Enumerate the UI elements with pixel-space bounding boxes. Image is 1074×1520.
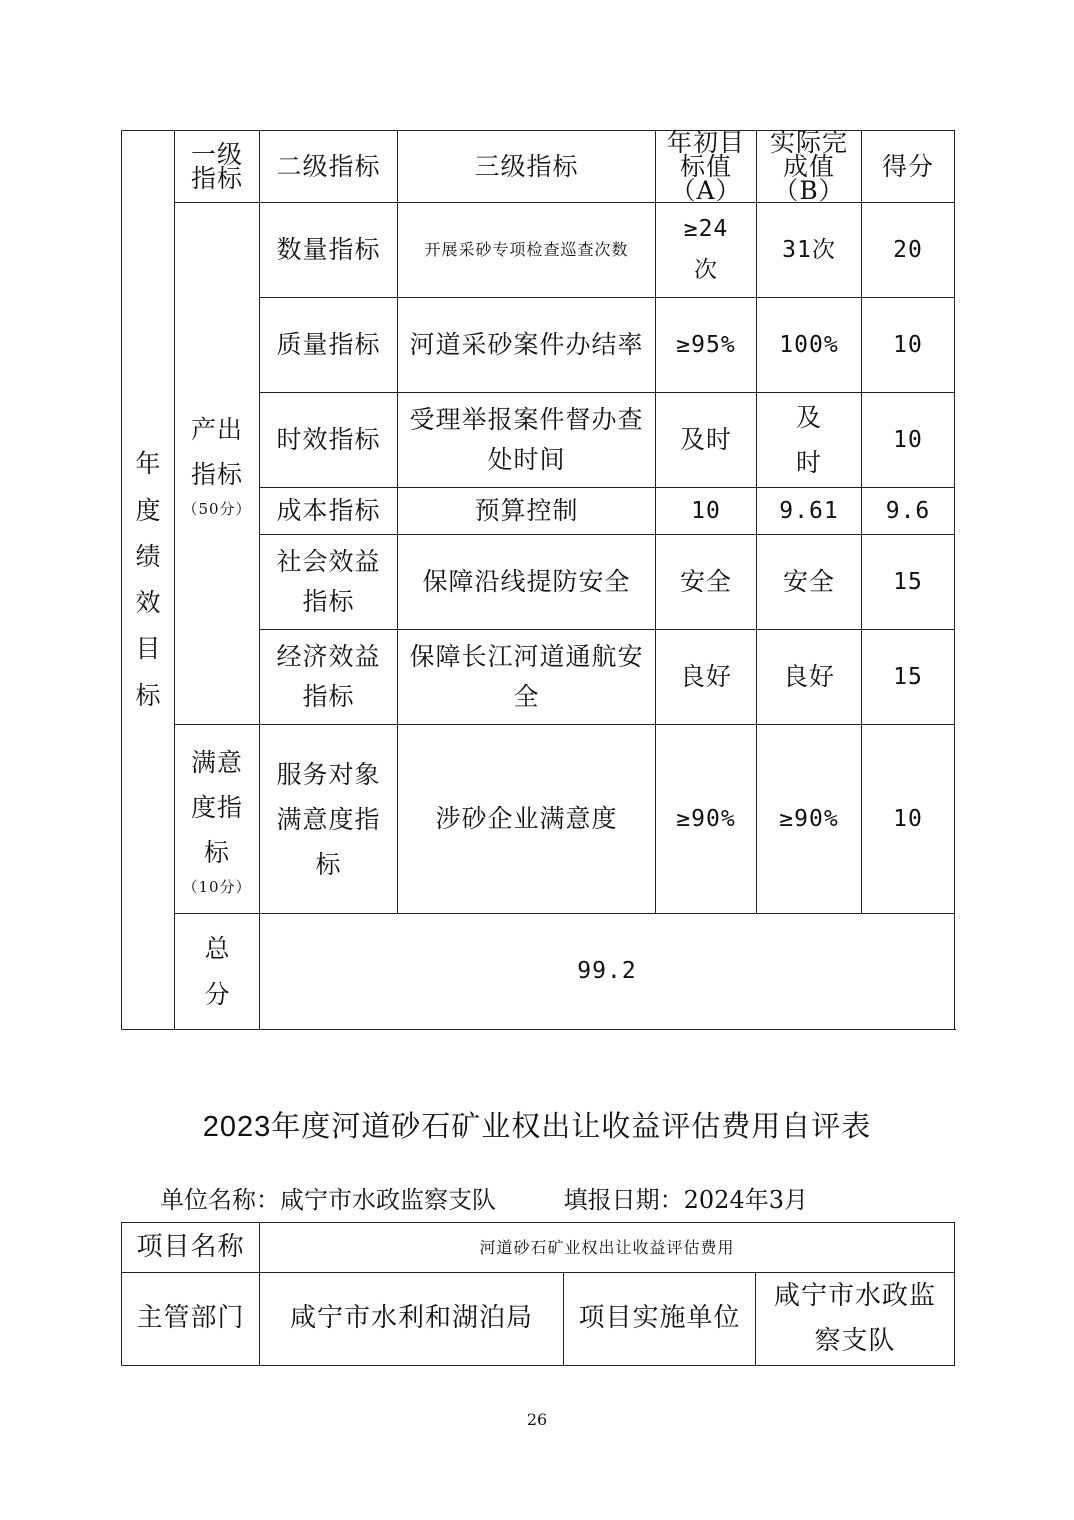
total-value: 99.2 [260, 914, 955, 1030]
impl-label: 项目实施单位 [564, 1273, 756, 1366]
score-cell: 10 [862, 298, 955, 393]
level3-cell: 受理举报案件督办查处时间 [398, 393, 656, 488]
score-cell: 10 [862, 393, 955, 488]
satisfaction-indicator-label: 满意度指标 [190, 747, 243, 867]
score-cell: 15 [862, 630, 955, 725]
impl-value: 咸宁市水政监察支队 [756, 1273, 955, 1366]
header-level2: 二级指标 [260, 131, 398, 203]
date-label: 填报日期：2024年3月 [563, 1186, 808, 1214]
header-actual: 实际完成值（B） [757, 131, 862, 203]
target-cell: 及时 [656, 393, 757, 488]
form-meta [160, 1180, 808, 1215]
satisfaction-indicator-points: （10分） [182, 877, 252, 896]
page-number: 26 [526, 1410, 548, 1429]
total-label-cell [175, 914, 260, 1030]
group-label: 年度绩效目标 [135, 449, 162, 710]
header-score: 得分 [862, 131, 955, 203]
header-target: 年初目标值（A） [656, 131, 757, 203]
total-row [122, 914, 955, 1030]
level2-cell: 经济效益指标 [260, 630, 398, 725]
performance-table [121, 130, 955, 1030]
level2-cell: 服务对象满意度指标 [260, 725, 398, 914]
level2-cell: 质量指标 [260, 298, 398, 393]
target-cell: ≥24次 [656, 203, 757, 298]
header-level1: 一级指标 [175, 131, 260, 203]
total-label: 总分 [204, 933, 231, 1009]
score-cell: 9.6 [862, 488, 955, 535]
dept-value: 咸宁市水利和湖泊局 [260, 1273, 564, 1366]
output-indicator-label: 产出指标 [190, 414, 243, 489]
table-row [122, 203, 955, 298]
department-row [122, 1273, 955, 1366]
actual-cell: 31次 [757, 203, 862, 298]
actual-cell: 100% [757, 298, 862, 393]
table-row [122, 725, 955, 914]
project-name-row [122, 1223, 955, 1273]
form-title: 2023年度河道砂石矿业权出让收益评估费用自评表 [202, 1111, 872, 1143]
level2-cell: 数量指标 [260, 203, 398, 298]
level3-cell: 开展采砂专项检查巡查次数 [398, 203, 656, 298]
project-name-label: 项目名称 [122, 1223, 260, 1273]
level3-cell: 河道采砂案件办结率 [398, 298, 656, 393]
actual-cell: 9.61 [757, 488, 862, 535]
target-cell: 良好 [656, 630, 757, 725]
level2-cell: 成本指标 [260, 488, 398, 535]
target-cell: 10 [656, 488, 757, 535]
level3-cell: 保障长江河道通航安全 [398, 630, 656, 725]
project-name-value: 河道砂石矿业权出让收益评估费用 [260, 1223, 955, 1273]
level3-cell: 保障沿线提防安全 [398, 535, 656, 630]
dept-label: 主管部门 [122, 1273, 260, 1366]
level3-cell: 涉砂企业满意度 [398, 725, 656, 914]
actual-cell: ≥90% [757, 725, 862, 914]
project-info-table [121, 1222, 955, 1366]
actual-cell: 及时 [757, 393, 862, 488]
satisfaction-indicator-cell [175, 725, 260, 914]
actual-cell: 良好 [757, 630, 862, 725]
target-cell: 安全 [656, 535, 757, 630]
output-indicator-points: （50分） [182, 499, 252, 518]
score-cell: 15 [862, 535, 955, 630]
score-cell: 20 [862, 203, 955, 298]
level2-cell: 社会效益指标 [260, 535, 398, 630]
level2-cell: 时效指标 [260, 393, 398, 488]
output-indicator-cell [175, 203, 260, 725]
unit-label: 单位名称：咸宁市水政监察支队 [160, 1186, 496, 1214]
target-cell: ≥90% [656, 725, 757, 914]
table-header-row [122, 131, 955, 203]
target-cell: ≥95% [656, 298, 757, 393]
group-label-cell [122, 131, 175, 1030]
score-cell: 10 [862, 725, 955, 914]
header-level3: 三级指标 [398, 131, 656, 203]
level3-cell: 预算控制 [398, 488, 656, 535]
actual-cell: 安全 [757, 535, 862, 630]
